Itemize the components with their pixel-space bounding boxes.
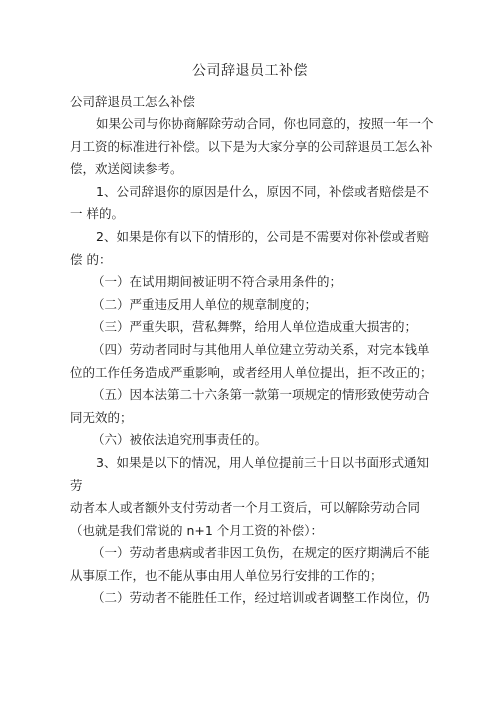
paragraph-line: （也就是我们常说的 n+1 个月工资的补偿）： (70, 522, 324, 538)
list-item: （四）劳动者同时与其他用人单位建立劳动关系，对完本钱单 (92, 341, 430, 357)
paragraph-line: 同无效的； (70, 409, 133, 425)
document-title: 公司辞退员工补偿 (192, 63, 308, 79)
list-item: （三）严重失职，营私舞弊，给用人单位造成重大损害的； (92, 319, 418, 335)
paragraph-line: 一 样的。 (70, 206, 124, 222)
paragraph-line: 2、如果是你有以下的情形的，公司是不需要对你补偿或者赔 (96, 228, 429, 244)
document-body (70, 113, 438, 610)
list-item: （一）在试用期间被证明不符合录用条件的； (92, 274, 343, 290)
paragraph-line: 1、公司辞退你的原因是什么，原因不同，补偿或者赔偿是不 (96, 183, 429, 199)
paragraph-line: 劳 (70, 477, 83, 493)
list-item: （二）严重违反用人单位的规章制度的； (92, 296, 318, 312)
paragraph-line: 动者本人或者额外支付劳动者一个月工资后，可以解除劳动合同 (70, 500, 421, 516)
document-subtitle: 公司辞退员工怎么补偿 (70, 94, 196, 109)
paragraph-line: 偿，欢送阅读参考。 (70, 161, 183, 177)
paragraph-line: 如果公司与你协商解除劳动合同，你也同意的，按照一年一个 (96, 116, 434, 131)
list-item: （一）劳动者患病或者非因工负伤，在规定的医疗期满后不能 (92, 545, 430, 561)
paragraph-line: 从事原工作，也不能从事由用人单位另行安排的工作的； (70, 567, 383, 583)
list-item: （五）因本法第二十六条第一款第一项规定的情形致使劳动合 (92, 387, 430, 403)
list-item: （二）劳动者不能胜任工作，经过培训或者调整工作岗位，仍 (92, 590, 430, 606)
list-item: （六）被依法追究刑事责任的。 (92, 432, 268, 448)
paragraph-line: 月工资的标准进行补偿。以下是为大家分享的公司辞退员工怎么补 (70, 138, 433, 154)
paragraph-line: 3、如果是以下的情况，用人单位提前三十日以书面形式通知 (96, 454, 429, 470)
paragraph-line: 位的工作任务造成严重影响，或者经用人单位提出，拒不改正的； (70, 364, 433, 380)
paragraph-line: 偿 的： (70, 251, 112, 267)
